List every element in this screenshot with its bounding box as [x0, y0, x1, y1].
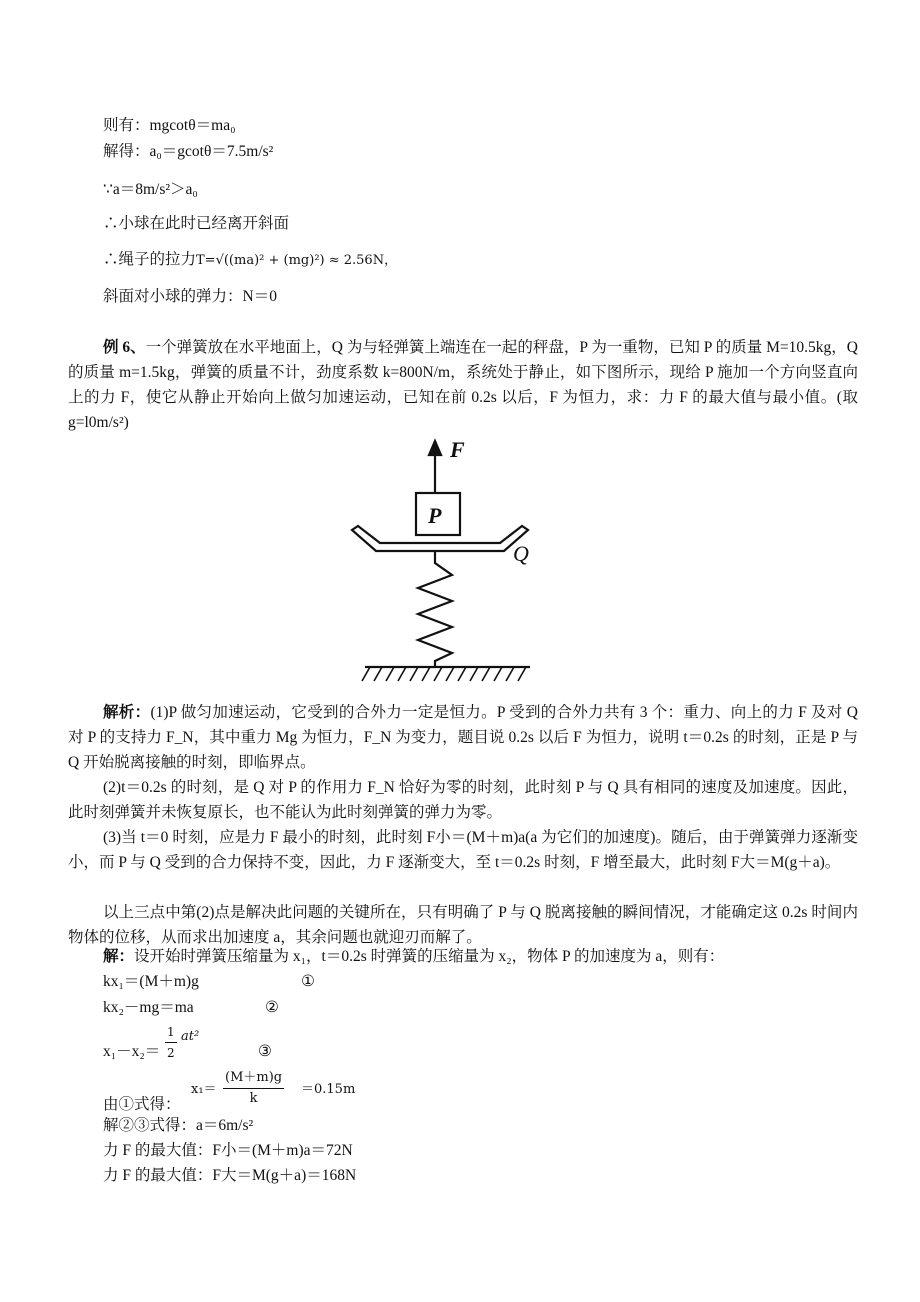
example-label: 例 6、 — [103, 339, 146, 356]
equation-2-text: kx₂－mg＝ma — [103, 999, 194, 1016]
fraction-numerator: (M＋m)g — [223, 1068, 284, 1089]
analysis-p4: 以上三点中第(2)点是解决此问题的关键所在，只有明确了 P 与 Q 脱离接触的瞬间情况，才能确定这 0.2s 时间内物体的位移，从而求出加速度 a，其余问题也就迎刃而解了。 — [68, 904, 858, 946]
line-normal-force: 斜面对小球的弹力：N＝0 — [103, 288, 277, 305]
equation-2-mark: ② — [265, 999, 279, 1016]
tension-prefix: ∴绳子的拉力 — [103, 251, 197, 268]
line-relation: 则有：mgcotθ＝ma₀ — [103, 117, 236, 134]
equation-3-fraction — [165, 1022, 177, 1063]
ground-hatch — [362, 667, 526, 681]
line-leaves-slope: ∴小球在此时已经离开斜面 — [103, 215, 290, 232]
analysis-p1-text: (1)P 做匀加速运动，它受到的合外力一定是恒力。P 受到的合外力共有 3 个：重力、向上的力 F 及对 Q 对 P 的支持力 F_N，其中重力 Mg 为恒力，F_N 为变力，题目说 0.2s 以后 F 为恒力，说明 t＝0.2s 的时刻，正是 P 与 Q 开始脱离接触的时刻，即临界点。 — [68, 704, 858, 771]
block-label: P — [428, 503, 442, 528]
equation-3-mark: ③ — [258, 1043, 272, 1060]
line-solve-a0: 解得：a₀＝gcotθ＝7.5m/s² — [103, 143, 274, 160]
equation-3-tail: at² — [181, 1029, 200, 1044]
force-arrow-head — [429, 441, 441, 455]
equation-3-left: x₁－x₂＝ — [103, 1043, 161, 1060]
force-label: F — [450, 437, 465, 462]
fraction-denominator: k — [249, 1091, 258, 1106]
fraction-numerator: 1 — [165, 1022, 177, 1043]
solve-x1-rhs: ＝0.15m — [301, 1082, 356, 1097]
analysis-p3: (3)当 t＝0 时刻，应是力 F 最小的时刻，此时刻 F小＝(M＋m)a(a 为它们的加速度)。随后，由于弹簧弹力逐渐变小，而 P 与 Q 受到的合力保持不变，因此，力 F 逐渐变大，至 t＝0.2s 时刻，F 增至最大，此时刻 F大＝M(g＋a)。 — [68, 829, 858, 871]
line-tension — [103, 250, 397, 271]
equation-2 — [103, 998, 279, 1018]
solve-x1-lhs: x₁＝ — [191, 1082, 217, 1097]
force-max: 力 F 的最大值：F大＝M(g＋a)＝168N — [103, 1167, 357, 1184]
solve-a: 解②③式得：a＝6m/s² — [103, 1117, 254, 1134]
tension-formula: T=√((ma)² + (mg)²) ≈ 2.56N， — [196, 253, 398, 268]
fraction-denominator: 2 — [167, 1046, 175, 1060]
example-6 — [68, 335, 858, 435]
solve-x1-prefix: 由①式得： — [103, 1096, 181, 1113]
spring-scale-figure — [350, 435, 540, 690]
equation-1-mark: ① — [301, 973, 315, 990]
solution-intro — [103, 947, 724, 967]
analysis-p1 — [68, 700, 858, 775]
equation-1 — [103, 972, 315, 992]
analysis-label: 解析： — [103, 704, 151, 721]
solve-x1-fraction — [223, 1068, 284, 1109]
spring — [418, 551, 452, 667]
pan-label: Q — [513, 541, 529, 566]
analysis-p2: (2)t＝0.2s 的时刻，是 Q 对 P 的作用力 F_N 恰好为零的时刻，此时刻 P 与 Q 具有相同的速度及加速度。因此，此时刻弹簧并未恢复原长，也不能认为此时刻弹簧的弹力为零。 — [68, 779, 858, 821]
solution-intro-text: 设开始时弹簧压缩量为 x₁，t＝0.2s 时弹簧的压缩量为 x₂，物体 P 的加速度为 a，则有： — [134, 948, 725, 965]
solution-label: 解： — [103, 948, 135, 965]
example-text: 一个弹簧放在水平地面上，Q 为与轻弹簧上端连在一起的秤盘，P 为一重物，已知 P 的质量 M=10.5kg，Q 的质量 m=1.5kg，弹簧的质量不计，劲度系数 k=800N/m，系统处于静止，如下图所示，现给 P 施加一个方向竖直向上的力 F，使它从静止开始向上做匀加速运动，已知在前 0.2s 以后，F 为恒力，求：力 F 的最大值与最小值。(取 g=l0m/s²) — [68, 339, 858, 431]
force-min: 力 F 的最大值：F小＝(M＋m)a＝72N — [103, 1142, 353, 1159]
line-compare: ∵a＝8m/s²＞a₀ — [103, 181, 198, 198]
equation-1-text: kx₁＝(M＋m)g — [103, 973, 199, 990]
